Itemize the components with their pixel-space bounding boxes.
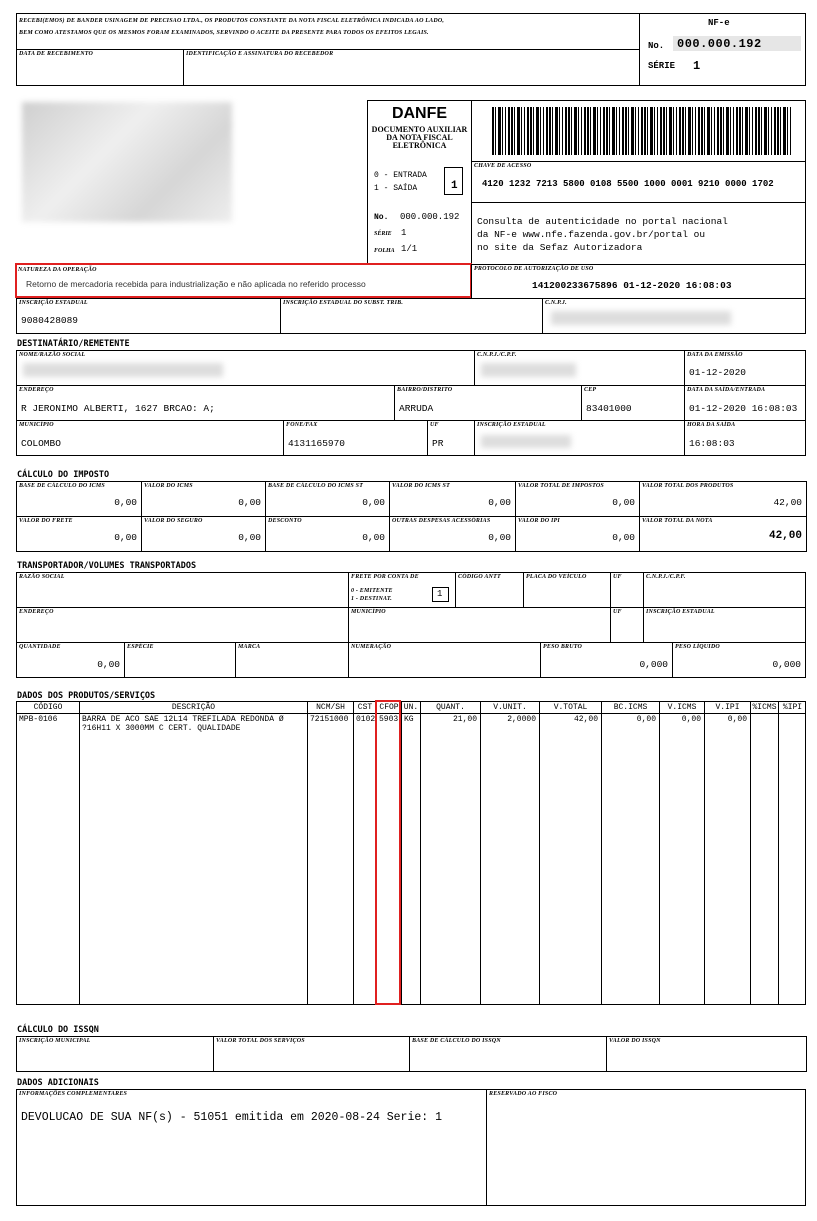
transp-marca-box	[235, 642, 349, 678]
barcode-box	[471, 100, 806, 162]
transp-endereco-label: ENDEREÇO	[19, 609, 54, 615]
transp-cnpj-box	[643, 572, 806, 608]
imposto-value: 42,00	[773, 497, 802, 508]
transp-placa-label: PLACA DO VEÍCULO	[526, 574, 587, 580]
dest-saida-box	[684, 385, 806, 421]
transp-uf-box	[610, 572, 644, 608]
danfe-folha: 1/1	[401, 244, 418, 254]
canhoto-texto2: BEM COMO ATESTAMOS QUE OS MESMOS FORAM EXAMINADOS, SERVINDO O ACEITE DA PRESENTE PARA TODOS OS EFEITOS LEGAIS.	[19, 30, 429, 36]
transp-numeracao-label: NUMERAÇÃO	[351, 644, 392, 650]
transp-quant: 0,00	[97, 659, 120, 670]
imposto-label: VALOR DO ICMS ST	[392, 483, 450, 489]
imposto-cell	[389, 481, 516, 517]
dest-emissao-label: DATA DA EMISSÃO	[687, 352, 743, 358]
transp-endereco-box	[16, 607, 349, 643]
canhoto-nfe: NF-e	[708, 18, 730, 28]
transp-uf2-box	[610, 607, 644, 643]
transp-marca-label: MARCA	[238, 644, 261, 650]
canhoto-serie-label: SÉRIE	[648, 61, 676, 71]
imposto-label: VALOR DO ICMS	[144, 483, 193, 489]
produtos-header-line	[17, 713, 805, 714]
produtos-cell-bcicms: 0,00	[636, 715, 656, 724]
dest-saida: 01-12-2020 16:08:03	[689, 403, 798, 414]
fisco-label: RESERVADO AO FISCO	[489, 1091, 558, 1097]
imposto-label: BASE DE CÁLCULO DO ICMS ST	[268, 483, 364, 489]
imposto-cell	[141, 516, 266, 552]
produtos-cell-vtotal: 42,00	[573, 715, 598, 724]
imposto-cell	[639, 516, 807, 552]
info-complementar: DEVOLUCAO DE SUA NF(s) - 51051 emitida em 2020-08-24 Serie: 1	[21, 1111, 442, 1124]
data-recebimento-label: DATA DE RECEBIMENTO	[19, 51, 94, 57]
transp-uf2-label: UF	[613, 609, 622, 615]
consulta-2: da NF-e www.nfe.fazenda.gov.br/portal ou	[477, 229, 706, 240]
dest-ie-label: INSCRIÇÃO ESTADUAL	[477, 422, 546, 428]
produtos-col-divider	[402, 714, 421, 1004]
imposto-label: OUTRAS DESPESAS ACESSÓRIAS	[392, 518, 491, 524]
consulta-1: Consulta de autenticidade no portal nacional	[477, 216, 728, 227]
imposto-cell	[515, 481, 640, 517]
danfe-subtitle: DOCUMENTO AUXILIAR DA NOTA FISCAL ELETRÔNICA	[371, 125, 468, 150]
imposto-value: 0,00	[488, 532, 511, 543]
produtos-header: DESCRIÇÃO	[80, 702, 308, 714]
produtos-cell-cfop: 5903	[379, 715, 399, 724]
dest-hora-label: HORA DA SAÍDA	[687, 422, 736, 428]
info-complementar-box	[16, 1089, 487, 1206]
consulta-3: no site da Sefaz Autorizadora	[477, 242, 643, 253]
protocolo-box	[471, 264, 806, 299]
transp-uf-label: UF	[613, 574, 622, 580]
danfe-tipo: 1	[451, 180, 458, 192]
imposto-value: 0,00	[488, 497, 511, 508]
transp-municipio-box	[348, 607, 611, 643]
produtos-header: V.IPI	[705, 702, 751, 714]
produtos-header: %ICMS	[751, 702, 779, 714]
dest-uf: PR	[432, 438, 444, 449]
transp-liquido: 0,000	[772, 659, 801, 670]
dest-cep-label: CEP	[584, 387, 597, 393]
canhoto-nfe-box	[639, 13, 806, 86]
issqn-cell	[213, 1036, 410, 1072]
dest-fone: 4131165970	[288, 438, 346, 449]
transp-liquido-label: PESO LÍQUIDO	[675, 644, 720, 650]
imposto-cell	[16, 481, 142, 517]
produtos-header: CST	[354, 702, 377, 714]
produtos-col-divider	[751, 714, 779, 1004]
transp-ie-box	[643, 607, 806, 643]
produtos-col-divider	[705, 714, 751, 1004]
issqn-section: CÁLCULO DO ISSQN	[17, 1025, 99, 1035]
produtos-header: UN.	[402, 702, 421, 714]
imposto-value: 0,00	[612, 497, 635, 508]
dest-hora: 16:08:03	[689, 438, 735, 449]
dest-endereco-box	[16, 385, 395, 421]
produtos-header: QUANT.	[421, 702, 481, 714]
assinatura-label: IDENTIFICAÇÃO E ASSINATURA DO RECEBEDOR	[186, 51, 334, 57]
adicionais-section: DADOS ADICIONAIS	[17, 1078, 99, 1088]
imposto-label: VALOR DO IPI	[518, 518, 560, 524]
cnpj-emit-label: C.N.P.J.	[545, 300, 567, 306]
transp-razao-box	[16, 572, 349, 608]
issqn-label: VALOR TOTAL DOS SERVIÇOS	[216, 1038, 305, 1044]
transp-numeracao-box	[348, 642, 541, 678]
transp-razao-label: RAZÃO SOCIAL	[19, 574, 65, 580]
canhoto-serie: 1	[693, 59, 701, 73]
produtos-col-divider	[80, 714, 308, 1004]
imposto-label: VALOR TOTAL DE IMPOSTOS	[518, 483, 604, 489]
dest-cnpj-label: C.N.P.J./C.P.F.	[477, 352, 517, 358]
imposto-value: 0,00	[238, 497, 261, 508]
imposto-value: 0,00	[114, 497, 137, 508]
transp-bruto: 0,000	[639, 659, 668, 670]
transp-frete-op0: 0 - EMITENTE	[351, 588, 393, 594]
info-complementar-label: INFORMAÇÕES COMPLEMENTARES	[19, 1091, 128, 1097]
issqn-label: BASE DE CÁLCULO DO ISSQN	[412, 1038, 501, 1044]
dest-section: DESTINATÁRIO/REMETENTE	[17, 339, 130, 349]
produtos-header: V.UNIT.	[481, 702, 540, 714]
dest-bairro-box	[394, 385, 582, 421]
transp-bruto-box	[540, 642, 673, 678]
produtos-header: BC.ICMS	[602, 702, 660, 714]
data-recebimento-field[interactable]	[16, 49, 184, 86]
imposto-label: VALOR TOTAL DOS PRODUTOS	[642, 483, 734, 489]
imposto-label: DESCONTO	[268, 518, 302, 524]
danfe-serie-label: SÉRIE	[374, 231, 392, 237]
produtos-header: %IPI	[782, 703, 803, 712]
imposto-cell	[515, 516, 640, 552]
produtos-col-divider	[354, 714, 377, 1004]
dest-fone-box	[283, 420, 428, 456]
imposto-cell	[639, 481, 807, 517]
transp-ie-label: INSCRIÇÃO ESTADUAL	[646, 609, 715, 615]
dest-fone-label: FONE/FAX	[286, 422, 318, 428]
produtos-cell-quant: 21,00	[452, 715, 477, 724]
imposto-cell	[16, 516, 142, 552]
imposto-value: 0,00	[362, 532, 385, 543]
imposto-label: VALOR TOTAL DA NOTA	[642, 518, 713, 524]
canhoto-numero: 000.000.192	[677, 37, 762, 51]
danfe-entrada: 0 - ENTRADA	[374, 171, 427, 180]
chave-box	[471, 161, 806, 203]
danfe-title: DANFE	[391, 105, 448, 122]
produtos-col-divider	[540, 714, 602, 1004]
produtos-col-divider	[308, 714, 354, 1004]
transp-antt-box	[455, 572, 524, 608]
imposto-label: VALOR DO FRETE	[19, 518, 73, 524]
produtos-col-divider	[17, 714, 80, 1004]
iest-label: INSCRIÇÃO ESTADUAL DO SUBST. TRIB.	[283, 300, 404, 306]
imposto-cell	[265, 481, 390, 517]
canhoto-no-label: No.	[648, 41, 665, 51]
produtos-cell-vipi: 0,00	[727, 715, 747, 724]
dest-municipio: COLOMBO	[21, 438, 61, 449]
imposto-cell	[265, 516, 390, 552]
produtos-cell-vicms: 0,00	[681, 715, 701, 724]
produtos-col-divider	[660, 714, 705, 1004]
dest-ie-blur	[481, 435, 571, 448]
protocolo-label: PROTOCOLO DE AUTORIZAÇÃO DE USO	[474, 266, 594, 272]
transp-liquido-box	[672, 642, 806, 678]
iest-box	[280, 298, 543, 334]
produtos-cell-ncm: 72151000	[310, 715, 349, 724]
dest-bairro: ARRUDA	[399, 403, 434, 414]
ie-label: INSCRIÇÃO ESTADUAL	[19, 300, 88, 306]
issqn-cell	[16, 1036, 214, 1072]
imposto-section: CÁLCULO DO IMPOSTO	[17, 470, 110, 480]
canhoto-texto	[16, 13, 640, 50]
produtos-header: CFOP	[377, 702, 402, 714]
issqn-cell	[606, 1036, 807, 1072]
dest-municipio-box	[16, 420, 284, 456]
transp-especie-label: ESPÉCIE	[127, 644, 154, 650]
cnpj-emit-blur	[551, 311, 731, 325]
issqn-cell	[409, 1036, 607, 1072]
natureza-operacao: Retorno de mercadoria recebida para industrialização e não aplicada no referido processo	[26, 279, 366, 289]
ie-box	[16, 298, 281, 334]
transp-frete: 1	[437, 589, 443, 599]
danfe-box	[367, 100, 472, 265]
dest-cep: 83401000	[586, 403, 632, 414]
issqn-label: INSCRIÇÃO MUNICIPAL	[19, 1038, 91, 1044]
imposto-value: 42,00	[768, 530, 802, 542]
dest-emissao-box	[684, 350, 806, 386]
produtos-header: V.ICMS	[660, 702, 705, 714]
produtos-section: DADOS DOS PRODUTOS/SERVIÇOS	[17, 691, 156, 701]
produtos-cell-vunit: 2,0000	[507, 715, 536, 724]
chave-acesso: 4120 1232 7213 5800 0108 5500 1000 0001 9210 0000 1702	[482, 179, 774, 189]
transp-especie-box	[124, 642, 236, 678]
fisco-box	[486, 1089, 806, 1206]
natureza-highlight	[15, 263, 472, 298]
canhoto-texto1: RECEBI(EMOS) DE BANDER USINAGEM DE PRECISAO LTDA., OS PRODUTOS CONSTANTE DA NOTA FISCAL ELETRÔNICA INDICADA AO LADO,	[19, 18, 445, 24]
issqn-label: VALOR DO ISSQN	[609, 1038, 661, 1044]
dest-endereco: R JERONIMO ALBERTI, 1627 BRCAO: A;	[21, 403, 215, 414]
dest-endereco-label: ENDEREÇO	[19, 387, 54, 393]
imposto-cell	[141, 481, 266, 517]
dest-nome-label: NOME/RAZÃO SOCIAL	[19, 352, 86, 358]
produtos-cell-un: KG	[404, 715, 414, 724]
chave-label: CHAVE DE ACESSO	[474, 163, 532, 169]
cfop-highlight	[375, 700, 401, 1005]
dest-nome-box	[16, 350, 475, 386]
dest-uf-label: UF	[430, 422, 439, 428]
produtos-header: NCM/SH	[308, 702, 354, 714]
transp-section: TRANSPORTADOR/VOLUMES TRANSPORTADOS	[17, 561, 197, 571]
transp-frete-label: FRETE POR CONTA DE	[351, 574, 419, 580]
transp-cnpj-label: C.N.P.J./C.P.F.	[646, 574, 686, 580]
barcode	[492, 107, 792, 155]
danfe-no-label: No.	[374, 213, 389, 222]
produtos-cell-cst: 0102	[356, 715, 376, 724]
dest-uf-box	[427, 420, 475, 456]
natureza-label: NATUREZA DA OPERAÇÃO	[18, 267, 97, 273]
produtos-col-divider	[481, 714, 540, 1004]
danfe-saida: 1 - SAÍDA	[374, 184, 418, 193]
produtos-col-divider	[602, 714, 660, 1004]
consulta-box	[471, 202, 806, 265]
transp-quant-label: QUANTIDADE	[19, 644, 61, 650]
dest-cnpj-blur	[481, 363, 576, 377]
dest-bairro-label: BAIRRO/DISTRITO	[397, 387, 453, 393]
dest-cep-box	[581, 385, 685, 421]
transp-placa-box	[523, 572, 611, 608]
assinatura-field[interactable]	[183, 49, 640, 86]
transp-frete-op1: 1 - DESTINAT.	[351, 596, 392, 602]
transp-municipio-label: MUNICÍPIO	[351, 609, 386, 615]
protocolo: 141200233675896 01-12-2020 16:08:03	[532, 280, 732, 291]
danfe-folha-label: FOLHA	[374, 248, 395, 254]
produtos-cell-descricao2: ?16H11 X 3000MM C CERT. QUALIDADE	[82, 724, 241, 733]
transp-frete-box	[348, 572, 456, 608]
imposto-label: BASE DE CÁLCULO DO ICMS	[19, 483, 105, 489]
imposto-value: 0,00	[238, 532, 261, 543]
danfe-numero: 000.000.192	[400, 212, 460, 222]
transp-quant-box	[16, 642, 125, 678]
imposto-value: 0,00	[362, 497, 385, 508]
transp-bruto-label: PESO BRUTO	[543, 644, 583, 650]
produtos-table	[16, 701, 806, 1005]
dest-ie-box	[474, 420, 685, 456]
produtos-header: V.TOTAL	[540, 702, 602, 714]
imposto-value: 0,00	[612, 532, 635, 543]
cnpj-emit-box	[542, 298, 806, 334]
dest-emissao: 01-12-2020	[689, 367, 747, 378]
logo-blurred	[22, 102, 232, 222]
dest-municipio-label: MUNICÍPIO	[19, 422, 54, 428]
dest-cnpj-box	[474, 350, 685, 386]
dest-saida-label: DATA DA SAÍDA/ENTRADA	[687, 387, 766, 393]
imposto-value: 0,00	[114, 532, 137, 543]
danfe-serie: 1	[401, 228, 407, 238]
produtos-cell-codigo: MPB-0106	[19, 715, 58, 724]
imposto-label: VALOR DO SEGURO	[144, 518, 203, 524]
imposto-cell	[389, 516, 516, 552]
transp-antt-label: CÓDIGO ANTT	[458, 574, 501, 580]
dest-nome-blur	[23, 363, 223, 377]
ie-value: 9080428089	[21, 315, 79, 326]
produtos-header: CÓDIGO	[17, 702, 80, 714]
produtos-col-divider	[421, 714, 481, 1004]
dest-hora-box	[684, 420, 806, 456]
produtos-cell-descricao1: BARRA DE ACO SAE 12L14 TREFILADA REDONDA Ø	[82, 715, 284, 724]
